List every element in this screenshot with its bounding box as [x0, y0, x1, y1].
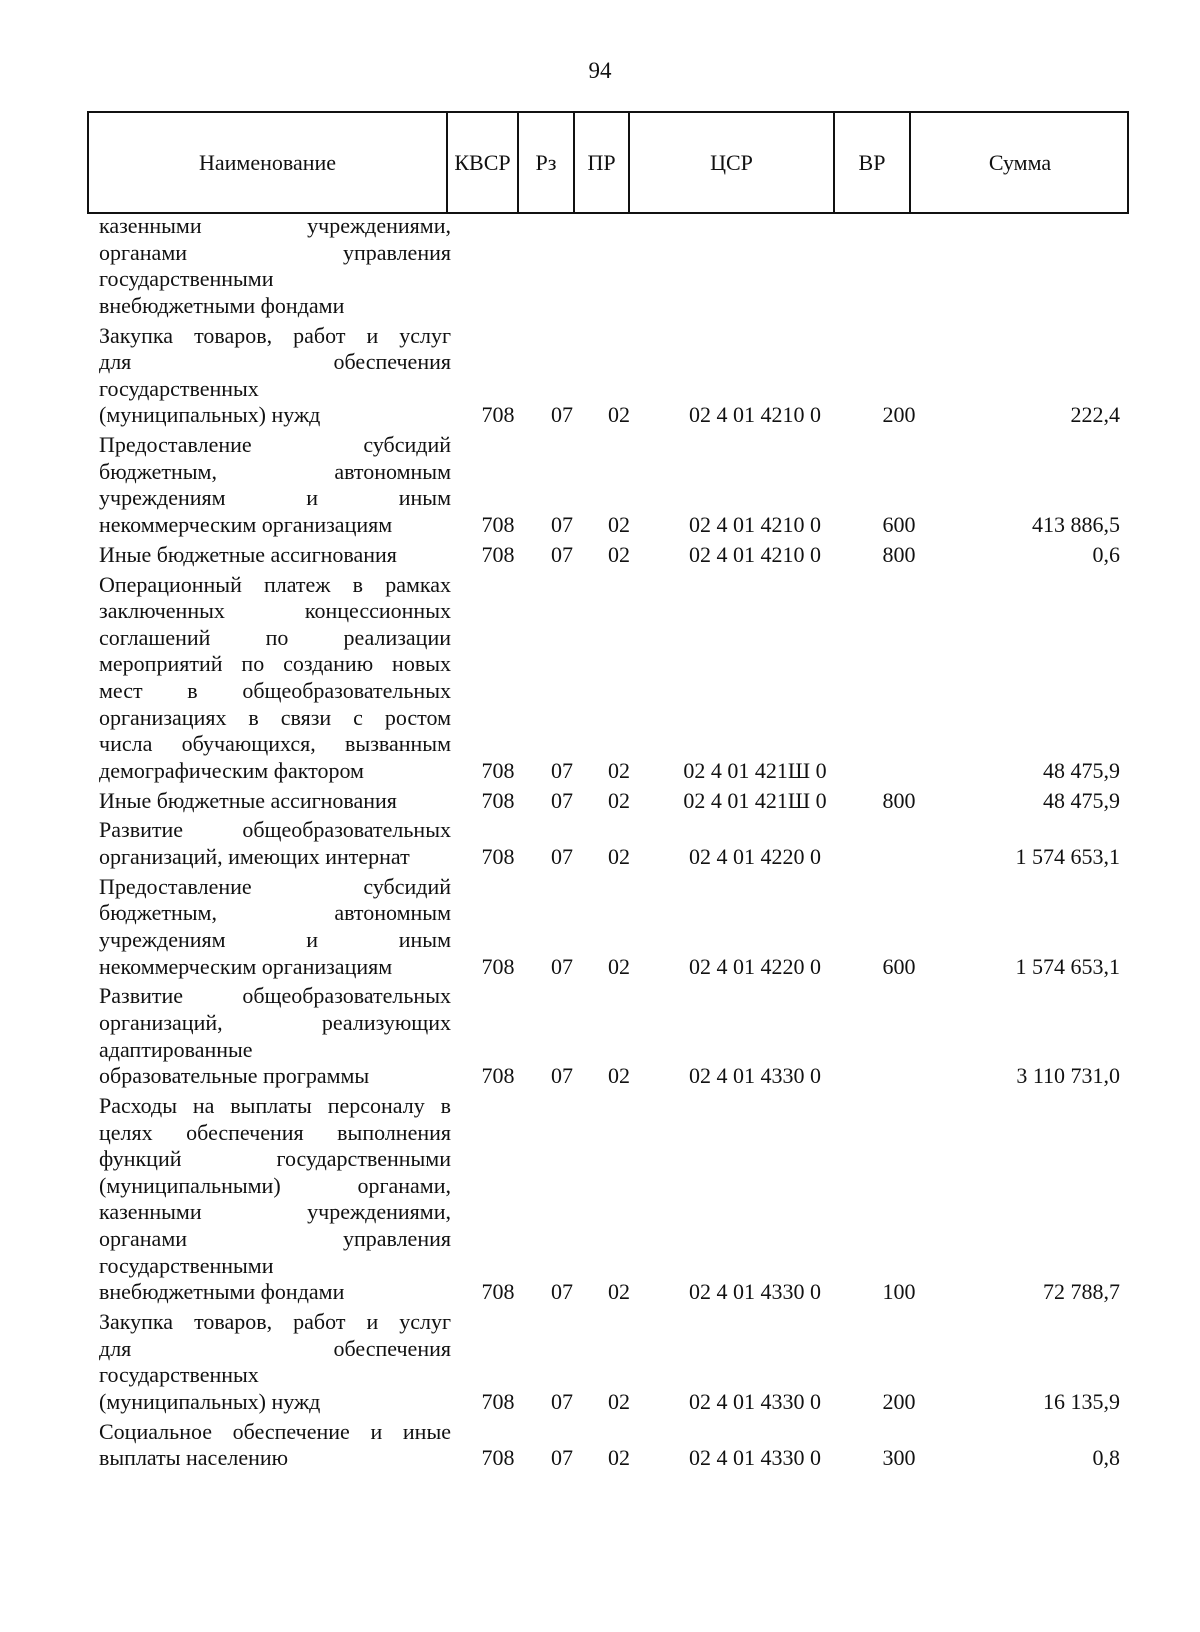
cell-sum: 72 788,7 — [1043, 1279, 1120, 1305]
cell-pr: 02 — [608, 1388, 630, 1414]
row-name-line: образовательные программы — [99, 1063, 370, 1089]
row-name-line: (муниципальных) нужд — [99, 402, 321, 428]
cell-vr: 800 — [882, 787, 916, 813]
cell-sum: 16 135,9 — [1043, 1388, 1120, 1414]
table-row — [0, 983, 1200, 1089]
cell-rz: 07 — [551, 953, 573, 979]
row-name-line: некоммерческим организациям — [99, 953, 393, 979]
cell-sum: 0,8 — [1092, 1445, 1120, 1471]
cell-rz: 07 — [551, 1063, 573, 1089]
cell-csr: 02 4 01 4220 0 — [689, 843, 821, 869]
cell-csr: 02 4 01 421Ш 0 — [683, 757, 827, 783]
cell-csr: 02 4 01 4220 0 — [689, 953, 821, 979]
row-name-line: числа обучающихся, вызванным — [99, 731, 451, 757]
cell-kvsr: 708 — [481, 787, 515, 813]
row-name-line: Социальное обеспечение и иные — [99, 1418, 451, 1444]
row-name-line: (муниципальных) нужд — [99, 1388, 321, 1414]
cell-rz: 07 — [551, 1388, 573, 1414]
cell-pr: 02 — [608, 1279, 630, 1305]
row-name — [99, 323, 451, 429]
row-name — [99, 1093, 451, 1306]
cell-rz: 07 — [551, 402, 573, 428]
table-row — [0, 1309, 1200, 1415]
cell-rz: 07 — [551, 843, 573, 869]
cell-csr: 02 4 01 4210 0 — [689, 541, 821, 567]
cell-rz: 07 — [551, 787, 573, 813]
cell-sum: 1 574 653,1 — [1015, 843, 1120, 869]
cell-csr: 02 4 01 4210 0 — [689, 511, 821, 537]
cell-rz: 07 — [551, 541, 573, 567]
header-rz: Рз — [535, 149, 557, 175]
row-name-line: Предоставление субсидий — [99, 432, 451, 458]
row-name-line: государственными — [99, 1252, 274, 1278]
table-row — [0, 213, 1200, 319]
row-name — [99, 817, 451, 870]
header-vr: ВР — [858, 149, 886, 175]
cell-kvsr: 708 — [481, 953, 515, 979]
cell-sum: 413 886,5 — [1032, 511, 1120, 537]
row-name-line: выплаты населению — [99, 1445, 289, 1471]
cell-vr: 600 — [882, 953, 916, 979]
cell-csr: 02 4 01 4210 0 — [689, 402, 821, 428]
header-sum: Сумма — [988, 149, 1052, 175]
row-name-line: бюджетным, автономным — [99, 458, 451, 484]
row-name-line: мероприятий по созданию новых — [99, 651, 451, 677]
row-name-line: функций государственными — [99, 1146, 451, 1172]
row-name-line: организациях в связи с ростом — [99, 704, 451, 730]
cell-pr: 02 — [608, 511, 630, 537]
row-name — [99, 213, 451, 319]
cell-sum: 222,4 — [1070, 402, 1120, 428]
cell-csr: 02 4 01 4330 0 — [689, 1279, 821, 1305]
row-name — [99, 983, 451, 1089]
row-name-line: внебюджетными фондами — [99, 1279, 345, 1305]
row-name-line: казенными учреждениями, — [99, 1199, 451, 1225]
row-name-line: Предоставление субсидий — [99, 873, 451, 899]
cell-kvsr: 708 — [481, 1063, 515, 1089]
row-name-line: государственных — [99, 1362, 259, 1388]
cell-vr: 200 — [882, 1388, 916, 1414]
cell-kvsr: 708 — [481, 843, 515, 869]
cell-sum: 0,6 — [1092, 541, 1120, 567]
cell-rz: 07 — [551, 1445, 573, 1471]
row-name-line: казенными учреждениями, — [99, 213, 451, 238]
row-name — [99, 874, 451, 980]
cell-kvsr: 708 — [481, 541, 515, 567]
row-name — [99, 1309, 451, 1415]
cell-vr: 300 — [882, 1445, 916, 1471]
row-name-line: мест в общеобразовательных — [99, 677, 451, 703]
cell-sum: 3 110 731,0 — [1016, 1063, 1120, 1089]
cell-kvsr: 708 — [481, 1279, 515, 1305]
row-name-line: Закупка товаров, работ и услуг — [99, 322, 451, 348]
cell-sum: 48 475,9 — [1043, 787, 1120, 813]
row-name-line: внебюджетными фондами — [99, 292, 345, 318]
cell-sum: 48 475,9 — [1043, 757, 1120, 783]
cell-pr: 02 — [608, 787, 630, 813]
row-name-line: органами управления — [99, 1225, 451, 1251]
header-csr: ЦСР — [710, 149, 753, 175]
row-name-line: Развитие общеобразовательных — [99, 817, 451, 843]
row-name-line: для обеспечения — [99, 1335, 451, 1361]
row-name-line: соглашений по реализации — [99, 624, 451, 650]
row-name-line: бюджетным, автономным — [99, 900, 451, 926]
header-name: Наименование — [198, 149, 337, 175]
cell-pr: 02 — [608, 1063, 630, 1089]
row-name-line: Иные бюджетные ассигнования — [99, 787, 397, 813]
cell-rz: 07 — [551, 757, 573, 783]
cell-pr: 02 — [608, 402, 630, 428]
table-row — [0, 572, 1200, 785]
cell-sum: 1 574 653,1 — [1015, 953, 1120, 979]
cell-kvsr: 708 — [481, 511, 515, 537]
row-name-line: целях обеспечения выполнения — [99, 1119, 451, 1145]
cell-pr: 02 — [608, 843, 630, 869]
cell-kvsr: 708 — [481, 1445, 515, 1471]
row-name-line: государственными — [99, 266, 274, 292]
row-name-line: демографическим фактором — [99, 757, 364, 783]
row-name-line: (муниципальными) органами, — [99, 1172, 451, 1198]
row-name-line: учреждениям и иным — [99, 485, 451, 511]
cell-rz: 07 — [551, 1279, 573, 1305]
table-row — [0, 432, 1200, 538]
row-name-line: организаций, имеющих интернат — [99, 843, 410, 869]
table-row — [0, 323, 1200, 429]
cell-pr: 02 — [608, 953, 630, 979]
row-name-line: некоммерческим организациям — [99, 511, 393, 537]
table-row — [0, 542, 1200, 569]
table-row — [0, 874, 1200, 980]
row-name-line: Операционный платеж в рамках — [99, 571, 451, 597]
cell-kvsr: 708 — [481, 402, 515, 428]
row-name — [99, 542, 451, 569]
cell-csr: 02 4 01 4330 0 — [689, 1445, 821, 1471]
table-row — [0, 1419, 1200, 1472]
cell-rz: 07 — [551, 511, 573, 537]
cell-csr: 02 4 01 4330 0 — [689, 1388, 821, 1414]
cell-vr: 600 — [882, 511, 916, 537]
row-name-line: учреждениям и иным — [99, 926, 451, 952]
cell-vr: 100 — [882, 1279, 916, 1305]
row-name-line: для обеспечения — [99, 349, 451, 375]
row-name-line: государственных — [99, 375, 259, 401]
row-name-line: органами управления — [99, 239, 451, 265]
table-row — [0, 1093, 1200, 1306]
row-name-line: Расходы на выплаты персоналу в — [99, 1093, 451, 1118]
header-pr: ПР — [587, 149, 616, 175]
cell-vr: 200 — [882, 402, 916, 428]
cell-kvsr: 708 — [481, 757, 515, 783]
row-name-line: Развитие общеобразовательных — [99, 983, 451, 1009]
row-name-line: адаптированные — [99, 1036, 253, 1062]
row-name — [99, 432, 451, 538]
header-kvsr: КВСР — [454, 149, 511, 175]
cell-kvsr: 708 — [481, 1388, 515, 1414]
row-name-line: организаций, реализующих — [99, 1009, 451, 1035]
row-name-line: Закупка товаров, работ и услуг — [99, 1309, 451, 1334]
row-name — [99, 1419, 451, 1472]
row-name — [99, 788, 451, 815]
cell-csr: 02 4 01 4330 0 — [689, 1063, 821, 1089]
table-row — [0, 788, 1200, 815]
cell-pr: 02 — [608, 541, 630, 567]
cell-csr: 02 4 01 421Ш 0 — [683, 787, 827, 813]
row-name-line: заключенных концессионных — [99, 598, 451, 624]
cell-pr: 02 — [608, 1445, 630, 1471]
row-name — [99, 572, 451, 785]
table-row — [0, 817, 1200, 870]
cell-pr: 02 — [608, 757, 630, 783]
cell-vr: 800 — [882, 541, 916, 567]
page-number: 94 — [588, 58, 612, 83]
row-name-line: Иные бюджетные ассигнования — [99, 541, 397, 567]
